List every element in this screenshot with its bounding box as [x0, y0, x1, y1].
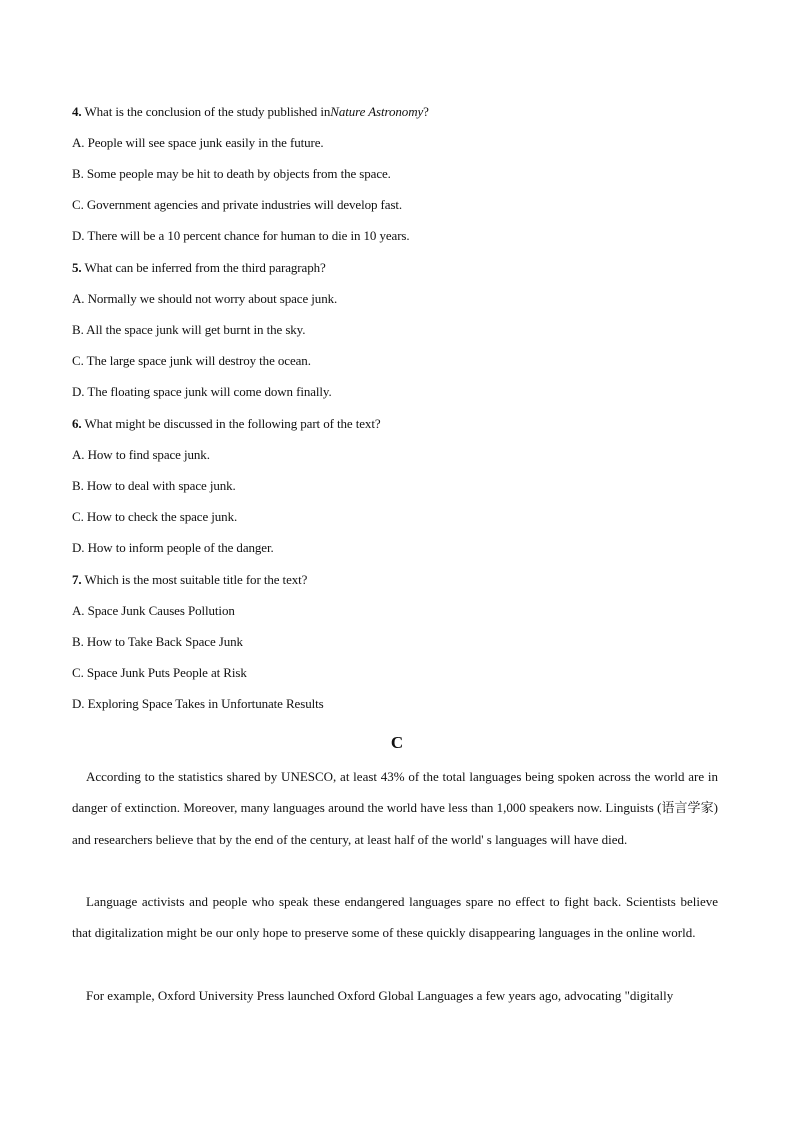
passage-paragraph: For example, Oxford University Press launched Oxford Global Languages a few years ago, advocating "digitally: [86, 988, 674, 1003]
option-text: C. Space Junk Puts People at Risk: [72, 665, 247, 680]
option-text: B. How to deal with space junk.: [72, 478, 236, 493]
option-text: A. Normally we should not worry about space junk.: [72, 291, 338, 306]
option-text: C. The large space junk will destroy the ocean.: [72, 353, 311, 368]
option-text: D. Exploring Space Takes in Unfortunate Results: [72, 696, 324, 711]
question-text: What might be discussed in the following part of the text?: [81, 416, 381, 431]
question-4-stem: [72, 104, 429, 120]
question-number: 7.: [72, 572, 82, 587]
option-text: B. How to Take Back Space Junk: [72, 634, 243, 649]
journal-title: Nature Astronomy: [330, 104, 424, 119]
question-number: 6.: [72, 416, 82, 431]
option-text: B. All the space junk will get burnt in the sky.: [72, 322, 306, 337]
option-text: A. How to find space junk.: [72, 447, 210, 462]
question-6-stem: [72, 416, 381, 432]
section-heading: C: [390, 733, 404, 752]
question-text: What can be inferred from the third paragraph?: [81, 260, 326, 275]
question-5-stem: [72, 260, 326, 276]
question-text: What is the conclusion of the study published in: [81, 104, 331, 119]
question-text: ?: [423, 104, 429, 119]
option-text: D. There will be a 10 percent chance for human to die in 10 years.: [72, 228, 410, 243]
passage-paragraph: Language activists and people who speak these endangered languages spare no effect to fight back. Scientists believe that digitalization might be our only hope to preserve some of these quickly disappearing languages in the online world.: [72, 894, 718, 941]
option-text: C. How to check the space junk.: [72, 509, 238, 524]
option-text: D. How to inform people of the danger.: [72, 540, 274, 555]
question-text: Which is the most suitable title for the text?: [81, 572, 308, 587]
question-number: 4.: [72, 104, 82, 119]
question-number: 5.: [72, 260, 82, 275]
option-text: D. The floating space junk will come down finally.: [72, 384, 332, 399]
question-7-stem: [72, 572, 307, 588]
passage-paragraph: According to the statistics shared by UNESCO, at least 43% of the total languages being spoken across the world are in danger of extinction. Moreover, many languages around the world have less than 1,000 speakers now. Linguists (语言学家) and researchers believe that by the end of the century, at least half of the world' s languages will have died.: [72, 769, 718, 847]
option-text: C. Government agencies and private industries will develop fast.: [72, 197, 403, 212]
option-text: A. People will see space junk easily in the future.: [72, 135, 324, 150]
option-text: A. Space Junk Causes Pollution: [72, 603, 235, 618]
option-text: B. Some people may be hit to death by objects from the space.: [72, 166, 391, 181]
